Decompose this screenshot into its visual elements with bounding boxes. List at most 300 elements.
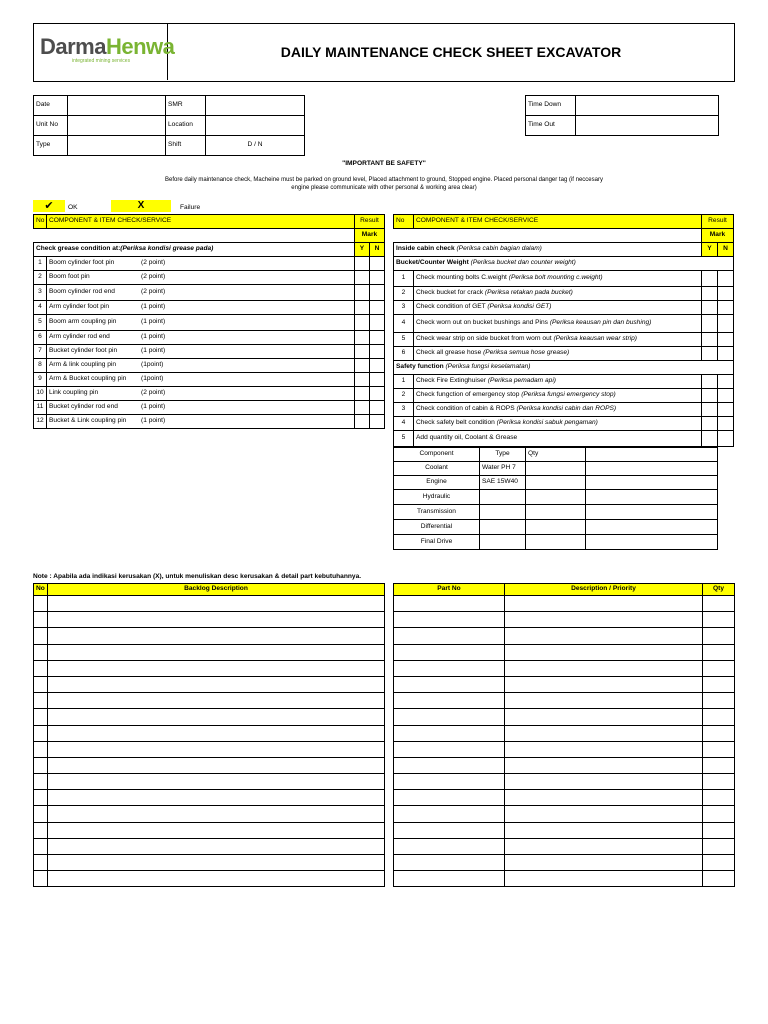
mark-y-cell[interactable]	[355, 359, 370, 373]
fluid-type	[480, 490, 526, 505]
part-no-field[interactable]	[394, 774, 505, 790]
mark-n-cell[interactable]	[370, 331, 385, 345]
priority-field[interactable]	[505, 676, 703, 692]
part-no-field[interactable]	[394, 757, 505, 773]
backlog-no-field[interactable]	[34, 855, 48, 871]
mark-y-cell[interactable]	[355, 401, 370, 415]
backlog-desc-field[interactable]	[48, 822, 385, 838]
col-component: COMPONENT & ITEM CHECK/SERVICE	[414, 215, 702, 229]
mark-y-cell[interactable]	[355, 257, 370, 271]
qty-field[interactable]	[703, 676, 735, 692]
time-down-label: Time Down	[526, 96, 576, 116]
mark-y-cell[interactable]	[702, 431, 718, 447]
part-no-field[interactable]	[394, 612, 505, 628]
backlog-no-field[interactable]	[34, 596, 48, 612]
row-no: 3	[34, 285, 47, 301]
part-no-field[interactable]	[394, 676, 505, 692]
row-no: 6	[34, 331, 47, 345]
fluid-type: Water PH 7	[480, 462, 526, 476]
item-points: (1point)	[141, 361, 164, 369]
company-logo: DarmaHenwa	[40, 34, 175, 59]
backlog-desc-field[interactable]	[48, 644, 385, 660]
check-item	[414, 403, 702, 417]
fluid-component: Differential	[394, 520, 480, 535]
item-points: (2 point)	[141, 259, 166, 267]
qty-field[interactable]	[703, 855, 735, 871]
row-no: 4	[34, 301, 47, 315]
item-points: (1 point)	[141, 318, 166, 326]
priority-field[interactable]	[505, 741, 703, 757]
backlog-no-field[interactable]	[34, 612, 48, 628]
qty-field[interactable]	[703, 822, 735, 838]
part-no-field[interactable]	[394, 806, 505, 822]
check-item	[47, 285, 355, 301]
backlog-desc-field[interactable]	[48, 741, 385, 757]
fluid-extra-field[interactable]	[586, 520, 718, 535]
part-no-field[interactable]	[394, 741, 505, 757]
backlog-col-desc: Backlog Description	[48, 584, 385, 596]
section-cabin: Inside cabin check (Periksa cabin bagian dalam)	[394, 243, 702, 257]
item-name: Boom arm coupling pin	[49, 318, 117, 326]
item-translation: (Periksa retakan pada bucket)	[484, 289, 573, 297]
fluid-qty-field[interactable]	[526, 505, 586, 520]
qty-field[interactable]	[703, 660, 735, 676]
mark-y-cell[interactable]	[702, 389, 718, 403]
backlog-desc-field[interactable]	[48, 757, 385, 773]
mark-y-cell[interactable]	[702, 333, 718, 347]
item-translation: (Periksa keausan wear strip)	[553, 335, 638, 343]
document-title: DAILY MAINTENANCE CHECK SHEET EXCAVATOR	[280, 44, 622, 60]
backlog-desc-field[interactable]	[48, 660, 385, 676]
check-item	[47, 315, 355, 331]
mark-n-cell[interactable]	[370, 401, 385, 415]
logo-cell	[34, 24, 175, 80]
check-item	[414, 315, 702, 333]
row-no: 10	[34, 387, 47, 401]
row-no: 1	[394, 271, 414, 287]
mark-n-cell[interactable]	[718, 315, 734, 333]
part-no-field[interactable]	[394, 709, 505, 725]
item-points: (1point)	[141, 375, 164, 383]
mark-n-cell[interactable]	[718, 287, 734, 301]
fluid-qty-field[interactable]	[526, 535, 586, 550]
qty-field[interactable]	[703, 774, 735, 790]
col-y: Y	[702, 243, 718, 257]
row-no: 4	[394, 417, 414, 431]
mark-n-cell[interactable]	[718, 375, 734, 389]
item-translation: (Periksa fungsi emergency stop)	[521, 391, 616, 399]
backlog-desc-field[interactable]	[48, 596, 385, 612]
mark-n-cell[interactable]	[718, 403, 734, 417]
part-no-field[interactable]	[394, 693, 505, 709]
mark-n-cell[interactable]	[370, 301, 385, 315]
backlog-desc-field[interactable]	[48, 693, 385, 709]
location-label: Location	[166, 116, 206, 136]
item-name: Check condition of cabin & ROPS	[416, 405, 515, 413]
fluid-extra-field[interactable]	[586, 505, 718, 520]
logo-tagline: integrated mining services	[72, 58, 131, 64]
check-item	[47, 415, 355, 429]
part-no-field[interactable]	[394, 790, 505, 806]
fluid-qty-field[interactable]	[526, 476, 586, 490]
backlog-no-field[interactable]	[34, 822, 48, 838]
mark-n-cell[interactable]	[370, 271, 385, 285]
item-name: Bucket & Link coupling pin	[49, 417, 127, 425]
col-mark: Mark	[702, 229, 734, 243]
cabin-check-table	[393, 214, 734, 447]
row-no: 2	[394, 287, 414, 301]
item-name: Bucket cylinder rod end	[49, 403, 118, 411]
backlog-desc-field[interactable]	[48, 628, 385, 644]
backlog-no-field[interactable]	[34, 676, 48, 692]
check-item	[414, 333, 702, 347]
qty-field[interactable]	[703, 871, 735, 887]
check-item	[47, 301, 355, 315]
mark-y-cell[interactable]	[702, 301, 718, 315]
date-field[interactable]	[68, 96, 166, 116]
col-component: COMPONENT & ITEM CHECK/SERVICE	[47, 215, 355, 229]
mark-n-cell[interactable]	[370, 257, 385, 271]
backlog-desc-field[interactable]	[48, 838, 385, 854]
col-result: Result	[355, 215, 385, 229]
backlog-no-field[interactable]	[34, 709, 48, 725]
fluids-table	[393, 447, 718, 550]
time-out-field[interactable]	[576, 116, 719, 136]
unit-label: Unit No	[34, 116, 68, 136]
type-field[interactable]	[68, 136, 166, 156]
priority-field[interactable]	[505, 774, 703, 790]
mark-y-cell[interactable]	[355, 387, 370, 401]
fluid-qty-field[interactable]	[526, 462, 586, 476]
backlog-desc-field[interactable]	[48, 806, 385, 822]
backlog-desc-field[interactable]	[48, 855, 385, 871]
backlog-no-field[interactable]	[34, 774, 48, 790]
fluid-type: SAE 15W40	[480, 476, 526, 490]
item-name: Check fungction of emergency stop	[416, 391, 520, 399]
section-bucket: Bucket/Counter Weight (Periksa bucket dan counter weight)	[394, 257, 734, 271]
backlog-no-field[interactable]	[34, 644, 48, 660]
mark-n-cell[interactable]	[718, 417, 734, 431]
row-no: 5	[394, 333, 414, 347]
part-no-field[interactable]	[394, 628, 505, 644]
ok-label: OK	[68, 204, 78, 211]
mark-y-cell[interactable]	[702, 375, 718, 389]
priority-field[interactable]	[505, 757, 703, 773]
qty-field[interactable]	[703, 612, 735, 628]
part-no-field[interactable]	[394, 644, 505, 660]
item-translation: (Periksa kondisi cabin dan ROPS)	[516, 405, 617, 413]
item-name: Check worn out on bucket bushings and Pins	[416, 319, 548, 327]
check-item	[47, 401, 355, 415]
mark-y-cell[interactable]	[702, 315, 718, 333]
row-no: 1	[394, 375, 414, 389]
backlog-desc-field[interactable]	[48, 790, 385, 806]
part-no-field[interactable]	[394, 596, 505, 612]
backlog-col-no: No	[34, 584, 48, 596]
parts-table	[393, 583, 735, 887]
time-out-label: Time Out	[526, 116, 576, 136]
col-mark: Mark	[355, 229, 385, 243]
mark-n-cell[interactable]	[718, 333, 734, 347]
check-item	[47, 331, 355, 345]
fluid-type	[480, 520, 526, 535]
priority-field[interactable]	[505, 871, 703, 887]
item-points: (1 point)	[141, 417, 166, 425]
row-no: 12	[34, 415, 47, 429]
item-name: Check all grease hose	[416, 349, 482, 357]
check-item	[47, 359, 355, 373]
item-points: (1 point)	[141, 303, 166, 311]
priority-field[interactable]	[505, 644, 703, 660]
item-name: Boom cylinder foot pin	[49, 259, 115, 267]
row-no: 3	[394, 301, 414, 315]
row-no: 9	[34, 373, 47, 387]
check-item	[414, 375, 702, 389]
item-points: (1 point)	[141, 347, 166, 355]
item-name: Check wear strip on side bucket from worn out	[416, 335, 552, 343]
item-name: Arm & Bucket coupling pin	[49, 375, 127, 383]
priority-field[interactable]	[505, 628, 703, 644]
qty-field[interactable]	[703, 838, 735, 854]
item-name: Link coupling pin	[49, 389, 99, 397]
mark-y-cell[interactable]	[702, 417, 718, 431]
unit-field[interactable]	[68, 116, 166, 136]
col-result: Result	[702, 215, 734, 229]
check-item	[414, 271, 702, 287]
shift-label: Shift	[166, 136, 206, 156]
check-item	[47, 387, 355, 401]
smr-field[interactable]	[206, 96, 305, 116]
fluid-extra-field[interactable]	[586, 535, 718, 550]
row-no: 2	[34, 271, 47, 285]
mark-n-cell[interactable]	[718, 271, 734, 287]
backlog-no-field[interactable]	[34, 871, 48, 887]
grease-check-table	[33, 214, 385, 429]
fluid-extra-field[interactable]	[586, 490, 718, 505]
priority-field[interactable]	[505, 612, 703, 628]
row-no: 3	[394, 403, 414, 417]
notice-line-2: engine please communicate with other personal & working area clear)	[291, 185, 477, 191]
ok-symbol: ✔	[33, 200, 65, 212]
backlog-table	[33, 583, 385, 887]
backlog-no-field[interactable]	[34, 790, 48, 806]
backlog-no-field[interactable]	[34, 806, 48, 822]
col-no: No	[34, 215, 47, 229]
row-no: 4	[394, 315, 414, 333]
mark-n-cell[interactable]	[370, 415, 385, 429]
fluid-qty-field[interactable]	[526, 490, 586, 505]
mark-y-cell[interactable]	[702, 287, 718, 301]
item-name: Check Fire Extinghuiser	[416, 377, 486, 385]
time-table	[525, 95, 719, 136]
col-no: No	[394, 215, 414, 229]
backlog-no-field[interactable]	[34, 628, 48, 644]
mark-n-cell[interactable]	[718, 301, 734, 315]
check-item	[47, 345, 355, 359]
item-translation: (Periksa semua hose grease)	[483, 349, 570, 357]
location-field[interactable]	[206, 116, 305, 136]
mark-n-cell[interactable]	[370, 359, 385, 373]
backlog-no-field[interactable]	[34, 838, 48, 854]
backlog-note: Note : Apabila ada indikasi kerusakan (X), untuk menuliskan desc kerusakan & detail part kebutuhannya.	[33, 573, 362, 580]
item-points: (2 point)	[141, 273, 166, 281]
check-item	[414, 287, 702, 301]
backlog-desc-field[interactable]	[48, 709, 385, 725]
mark-n-cell[interactable]	[370, 345, 385, 359]
item-points: (2 point)	[141, 288, 166, 296]
priority-field[interactable]	[505, 693, 703, 709]
mark-y-cell[interactable]	[355, 415, 370, 429]
mark-n-cell[interactable]	[370, 315, 385, 331]
fluid-col-qty: Qty	[526, 448, 586, 462]
mark-y-cell[interactable]	[355, 285, 370, 301]
qty-field[interactable]	[703, 757, 735, 773]
fluid-qty-field[interactable]	[526, 520, 586, 535]
smr-label: SMR	[166, 96, 206, 116]
priority-field[interactable]	[505, 822, 703, 838]
qty-field[interactable]	[703, 806, 735, 822]
item-translation: (Periksa pemadam api)	[487, 377, 557, 385]
check-item	[47, 373, 355, 387]
qty-field[interactable]	[703, 693, 735, 709]
row-no: 5	[34, 315, 47, 331]
check-item	[414, 431, 702, 447]
row-no: 5	[394, 431, 414, 447]
check-item	[414, 301, 702, 315]
part-no-field[interactable]	[394, 871, 505, 887]
item-name: Check bucket for crack	[416, 289, 484, 297]
backlog-desc-field[interactable]	[48, 676, 385, 692]
info-table	[33, 95, 305, 156]
qty-field[interactable]	[703, 709, 735, 725]
part-no-field[interactable]	[394, 725, 505, 741]
qty-field[interactable]	[703, 725, 735, 741]
mark-n-cell[interactable]	[718, 347, 734, 361]
mark-y-cell[interactable]	[355, 315, 370, 331]
mark-n-cell[interactable]	[370, 387, 385, 401]
backlog-desc-field[interactable]	[48, 774, 385, 790]
mark-n-cell[interactable]	[370, 373, 385, 387]
item-name: Check mounting bolts C.weight	[416, 274, 507, 282]
priority-field[interactable]	[505, 596, 703, 612]
mark-y-cell[interactable]	[702, 403, 718, 417]
mark-y-cell[interactable]	[355, 301, 370, 315]
item-translation: (Periksa kondisi GET)	[487, 303, 552, 311]
section-grease: Check grease condition at:(Periksa kondisi grease pada)	[34, 243, 355, 257]
mark-y-cell[interactable]	[355, 331, 370, 345]
part-no-field[interactable]	[394, 855, 505, 871]
priority-field[interactable]	[505, 725, 703, 741]
qty-field[interactable]	[703, 790, 735, 806]
row-no: 1	[34, 257, 47, 271]
priority-field[interactable]	[505, 790, 703, 806]
backlog-no-field[interactable]	[34, 725, 48, 741]
mark-y-cell[interactable]	[355, 271, 370, 285]
row-no: 6	[394, 347, 414, 361]
item-points: (1 point)	[141, 403, 166, 411]
backlog-no-field[interactable]	[34, 757, 48, 773]
item-translation: (Periksa keausan pin dan bushing)	[549, 319, 652, 327]
header-box	[33, 23, 735, 82]
backlog-no-field[interactable]	[34, 741, 48, 757]
col-n: N	[718, 243, 734, 257]
mark-y-cell[interactable]	[355, 345, 370, 359]
backlog-no-field[interactable]	[34, 660, 48, 676]
failure-label: Failure	[180, 204, 201, 211]
fluid-component: Hydraulic	[394, 490, 480, 505]
time-down-field[interactable]	[576, 96, 719, 116]
priority-field[interactable]	[505, 838, 703, 854]
qty-field[interactable]	[703, 628, 735, 644]
mark-y-cell[interactable]	[355, 373, 370, 387]
parts-col-qty: Qty	[703, 584, 735, 596]
item-name: Check condition of GET	[416, 303, 486, 311]
mark-y-cell[interactable]	[702, 347, 718, 361]
date-label: Date	[34, 96, 68, 116]
backlog-no-field[interactable]	[34, 693, 48, 709]
check-item	[47, 257, 355, 271]
item-translation: (Periksa bolt mounting c.weight)	[508, 274, 603, 282]
mark-n-cell[interactable]	[718, 431, 734, 447]
important-note: "IMPORTANT BE SAFETY"	[342, 160, 426, 167]
mark-y-cell[interactable]	[702, 271, 718, 287]
item-points: (1 point)	[141, 333, 166, 341]
item-name: Check safety belt condition	[416, 419, 495, 427]
priority-field[interactable]	[505, 709, 703, 725]
qty-field[interactable]	[703, 644, 735, 660]
item-name: Arm cylinder foot pin	[49, 303, 110, 311]
section-safety: Safety function (Periksa fungsi keselamatan)	[394, 361, 734, 375]
fluid-component: Transmission	[394, 505, 480, 520]
priority-field[interactable]	[505, 660, 703, 676]
part-no-field[interactable]	[394, 822, 505, 838]
priority-field[interactable]	[505, 806, 703, 822]
fluid-type	[480, 505, 526, 520]
item-name: Bucket cylinder foot pin	[49, 347, 118, 355]
shift-field[interactable]: D / N	[206, 136, 305, 156]
backlog-desc-field[interactable]	[48, 612, 385, 628]
col-y: Y	[355, 243, 370, 257]
mark-n-cell[interactable]	[718, 389, 734, 403]
priority-field[interactable]	[505, 855, 703, 871]
fluid-extra-field[interactable]	[586, 476, 718, 490]
failure-symbol: X	[111, 200, 171, 212]
qty-field[interactable]	[703, 741, 735, 757]
qty-field[interactable]	[703, 596, 735, 612]
parts-col-priority: Description / Priority	[505, 584, 703, 596]
backlog-desc-field[interactable]	[48, 871, 385, 887]
row-no: 11	[34, 401, 47, 415]
mark-n-cell[interactable]	[370, 285, 385, 301]
backlog-desc-field[interactable]	[48, 725, 385, 741]
check-item	[414, 389, 702, 403]
parts-col-partno: Part No	[394, 584, 505, 596]
fluid-col-type: Type	[480, 448, 526, 462]
fluid-component: Coolant	[394, 462, 480, 476]
part-no-field[interactable]	[394, 660, 505, 676]
part-no-field[interactable]	[394, 838, 505, 854]
check-item	[414, 417, 702, 431]
row-no: 7	[34, 345, 47, 359]
check-item	[414, 347, 702, 361]
notice-line-1: Before daily maintenance check, Macheine must be parked on ground level, Placed attachment to ground, Stopped engine. Placed personal danger tag (if neccesary	[165, 177, 603, 183]
row-no: 2	[394, 389, 414, 403]
item-translation: (Periksa kondisi sabuk pengaman)	[496, 419, 598, 427]
item-name: Arm & link coupling pin	[49, 361, 117, 369]
fluid-col-component: Component	[394, 448, 480, 462]
fluid-type	[480, 535, 526, 550]
fluid-extra-field[interactable]	[586, 462, 718, 476]
